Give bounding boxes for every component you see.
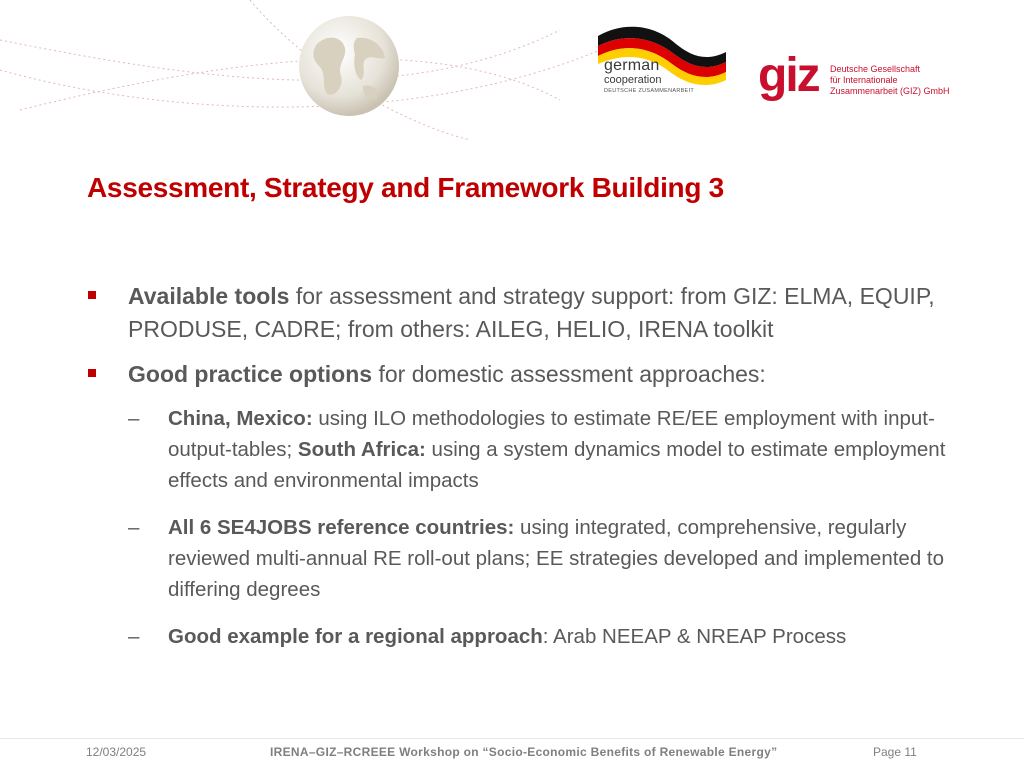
footer-event-title: IRENA–GIZ–RCREEE Workshop on “Socio-Economic Benefits of Renewable Energy” — [270, 745, 778, 759]
subitem-bold-text: Good example for a regional approach — [168, 625, 543, 648]
german-cooperation-line1: german — [604, 57, 660, 74]
slide-title: Assessment, Strategy and Framework Building 3 — [87, 172, 724, 203]
giz-name-line: für Internationale — [830, 75, 898, 85]
giz-logo-mark: giz — [758, 49, 819, 102]
footer-date: 12/03/2025 — [86, 745, 147, 759]
bullet-good-practice — [86, 358, 966, 391]
slide-content — [86, 280, 966, 668]
bullet-available-tools — [86, 280, 966, 346]
subitem-text: : Arab NEEAP & NREAP Process — [542, 625, 847, 648]
giz-organization-name — [830, 64, 950, 97]
bullet-bold-text: Available tools — [128, 283, 290, 309]
square-bullet-icon — [88, 369, 96, 377]
german-cooperation-line3: DEUTSCHE ZUSAMMENARBEIT — [604, 88, 695, 94]
bullet-bold-text: Good practice options — [128, 361, 373, 387]
bullet-text: for assessment and strategy support: from GIZ: ELMA, EQUIP, PRODUSE, CADRE; from others: AILEG, HELIO, IRENA toolkit — [128, 283, 935, 342]
subitem-bold-text: China, Mexico: — [168, 407, 313, 430]
subitem-china-mexico — [86, 403, 966, 496]
dash-bullet-icon: – — [128, 407, 140, 430]
footer-page-number: Page 11 — [873, 745, 917, 759]
subitem-text: using ILO methodologies to estimate RE/EE employment with input-output-tables; — [168, 407, 935, 461]
german-cooperation-line2: cooperation — [604, 74, 662, 86]
giz-name-line: Zusammenarbeit (GIZ) GmbH — [830, 86, 950, 96]
square-bullet-icon — [88, 291, 96, 299]
subitem-regional-approach — [86, 621, 966, 652]
subitem-text: using a system dynamics model to estimate employment effects and environmental impacts — [168, 438, 946, 492]
dash-bullet-icon: – — [128, 625, 140, 648]
giz-name-line: Deutsche Gesellschaft — [830, 64, 921, 74]
subitem-text: using integrated, comprehensive, regularly reviewed multi-annual RE roll-out plans; EE strategies developed and implemented to differing degrees — [168, 516, 945, 601]
footer-divider — [0, 738, 1024, 739]
subitem-bold-text: South Africa: — [297, 438, 426, 461]
subitem-se4jobs — [86, 512, 966, 605]
subitem-bold-text: All 6 SE4JOBS reference countries: — [168, 516, 515, 539]
bullet-text: for domestic assessment approaches: — [372, 361, 766, 387]
dash-bullet-icon: – — [128, 516, 140, 539]
globe-icon — [297, 14, 401, 118]
